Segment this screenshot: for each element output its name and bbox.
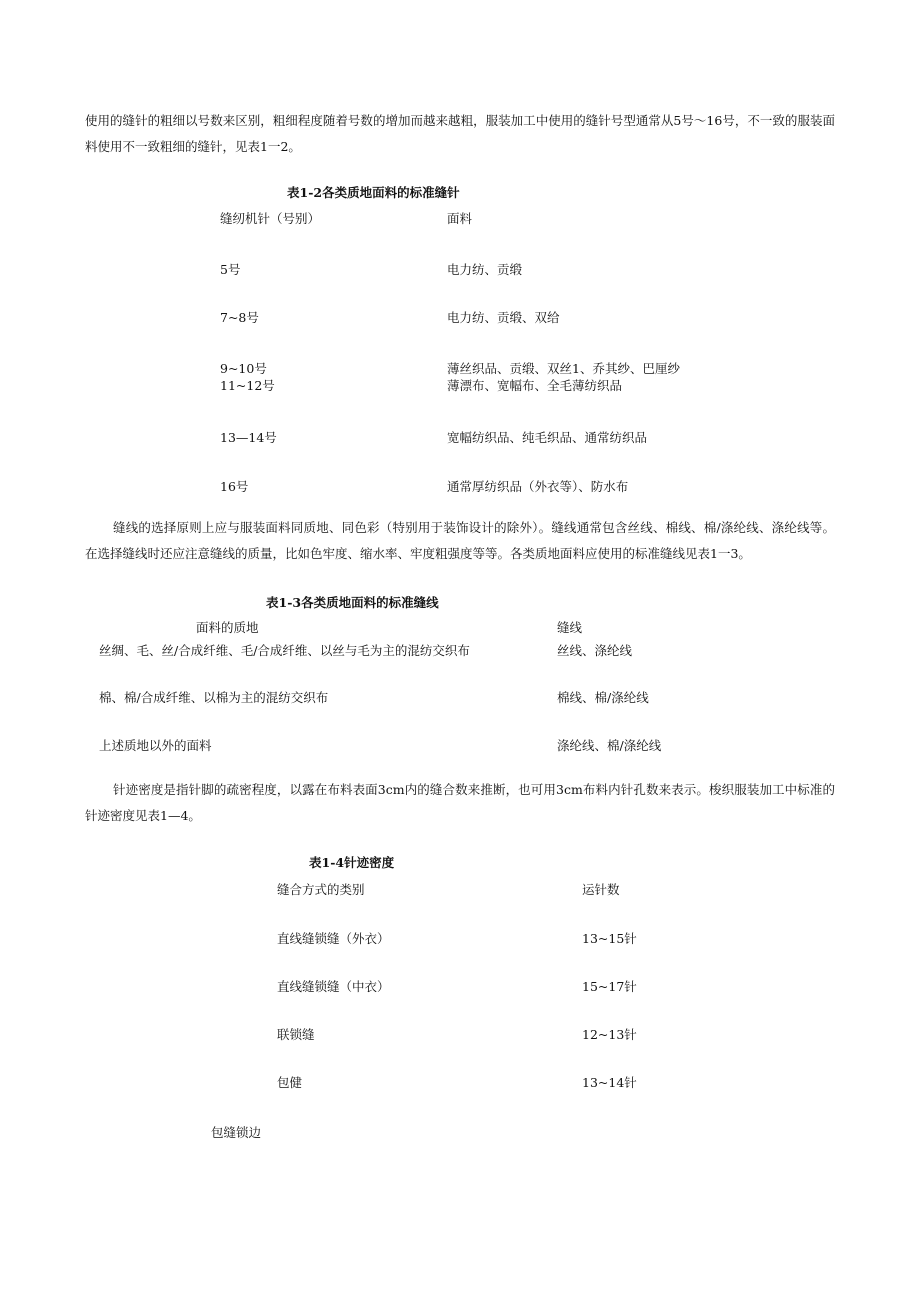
- table-1-3-row-2-material: 棉、棉/合成纤维、以棉为主的混纺交织布: [99, 690, 329, 705]
- table-1-2-row-6-fabric: 通常厚纺织品（外衣等）、防水布: [447, 479, 629, 494]
- trailing-text-overlock: 包缝锁边: [211, 1125, 262, 1140]
- table-1-2-row-2-fabric: 电力纺、贡缎、双给: [447, 310, 560, 325]
- table-1-3-row-3-thread: 涤纶线、棉/涤纶线: [557, 738, 662, 753]
- table-1-4-row-1-seam: 直线缝锁缝（外衣）: [277, 931, 390, 946]
- table-1-4-header-seam: 缝合方式的类别: [277, 882, 365, 897]
- table-1-2-row-1-needle: 5号: [220, 262, 241, 277]
- table-1-3-row-3-material: 上述质地以外的面料: [99, 738, 212, 753]
- table-1-2-row-4-fabric: 薄漂布、宽幅布、全毛薄纺织品: [447, 378, 623, 393]
- table-1-2-row-3-needle: 9~10号: [220, 361, 267, 376]
- table-1-2-header-needle: 缝纫机针（号别）: [220, 211, 321, 226]
- table-1-4-row-4-seam: 包健: [277, 1075, 303, 1090]
- table-1-3-header-thread: 缝线: [557, 620, 583, 635]
- table-1-4-row-2-seam: 直线缝锁缝（中衣）: [277, 979, 390, 994]
- table-1-3-title: 表1-3各类质地面料的标准缝线: [266, 595, 439, 610]
- table-1-4-row-1-stitches: 13~15针: [582, 931, 637, 946]
- table-1-2-row-4-needle: 11~12号: [220, 378, 275, 393]
- paragraph-thread-choice: 缝线的选择原则上应与服装面料同质地、同色彩（特别用于装饰设计的除外）。缝线通常包含丝线、棉线、棉/涤纶线、涤纶线等。在选择缝线时还应注意缝线的质量，比如色牢度、缩水率、牢度粗强度等等。各类质地面料应使用的标准缝线见表1一3。: [85, 520, 835, 561]
- table-1-2-row-2-needle: 7~8号: [220, 310, 259, 325]
- table-1-4-row-2-stitches: 15~17针: [582, 979, 637, 994]
- table-1-2-row-3-fabric: 薄丝织品、贡缎、双丝1、乔其纱、巴厘纱: [447, 361, 680, 376]
- table-1-3-header-material: 面料的质地: [196, 620, 259, 635]
- table-1-4-title: 表1-4针迹密度: [309, 855, 395, 870]
- table-1-3-row-2-thread: 棉线、棉/涤纶线: [557, 690, 649, 705]
- table-1-2-header-fabric: 面料: [447, 211, 473, 226]
- paragraph-needle-size: 使用的缝针的粗细以号数来区别，粗细程度随着号数的增加而越来越粗，服装加工中使用的缝针号型通常从5号～16号，不一致的服装面料使用不一致粗细的缝针，见表1一2。: [85, 113, 835, 154]
- table-1-4-row-3-seam: 联锁缝: [277, 1027, 315, 1042]
- table-1-4-header-stitches: 运针数: [582, 882, 620, 897]
- table-1-3-row-1-material: 丝绸、毛、丝/合成纤维、毛/合成纤维、以丝与毛为主的混纺交织布: [99, 643, 470, 658]
- table-1-2-row-1-fabric: 电力纺、贡缎: [447, 262, 523, 277]
- paragraph-stitch-density: 针迹密度是指针脚的疏密程度，以露在布料表面3cm内的缝合数来推断，也可用3cm布料内针孔数来表示。梭织服装加工中标准的针迹密度见表1—4。: [85, 782, 835, 823]
- table-1-2-row-5-needle: 13—14号: [220, 430, 277, 445]
- table-1-3-row-1-thread: 丝线、涤纶线: [557, 643, 633, 658]
- table-1-2-row-6-needle: 16号: [220, 479, 249, 494]
- table-1-4-row-3-stitches: 12~13针: [582, 1027, 637, 1042]
- table-1-2-row-5-fabric: 宽幅纺织品、纯毛织品、通常纺织品: [447, 430, 648, 445]
- table-1-2-title: 表1-2各类质地面料的标准缝针: [287, 185, 460, 200]
- table-1-4-row-4-stitches: 13~14针: [582, 1075, 637, 1090]
